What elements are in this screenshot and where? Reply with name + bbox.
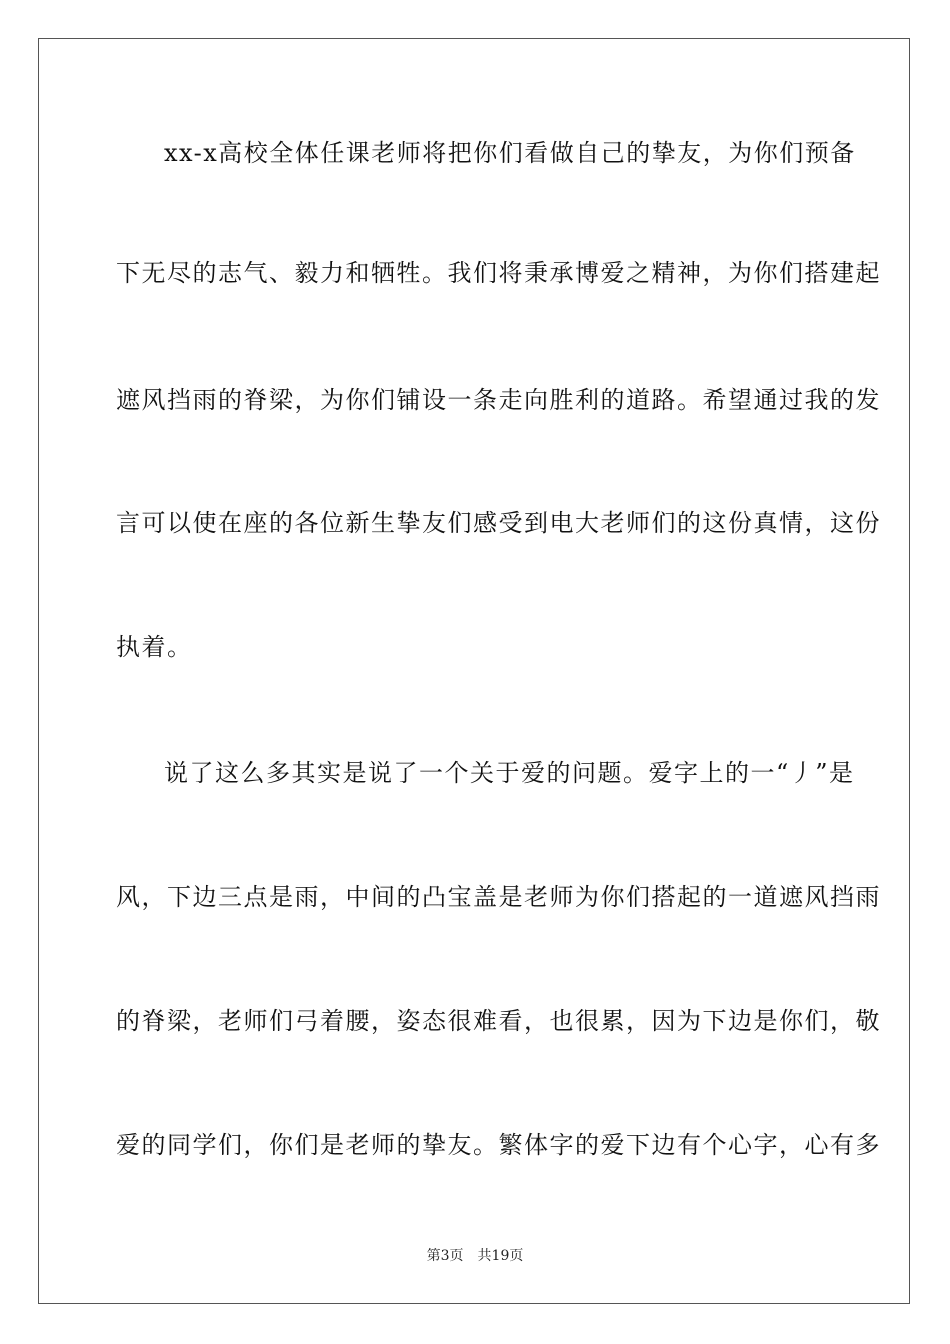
paragraph-1-line-3: 遮风挡雨的脊梁，为你们铺设一条走向胜利的道路。希望通过我的发: [116, 386, 881, 414]
paragraph-1-line-1: xx-x高校全体任课老师将把你们看做自己的挚友，为你们预备: [164, 139, 856, 167]
page-number: 第3页: [426, 1248, 464, 1264]
paragraph-1-line-4: 言可以使在座的各位新生挚友们感受到电大老师们的这份真情，这份: [116, 509, 881, 537]
paragraph-1-line-5: 执着。: [116, 633, 193, 661]
page-border: [38, 38, 910, 1304]
paragraph-1-line-2: 下无尽的志气、毅力和牺牲。我们将秉承博爱之精神，为你们搭建起: [116, 259, 881, 287]
paragraph-2-line-4: 爱的同学们，你们是老师的挚友。繁体字的爱下边有个心字，心有多: [116, 1131, 881, 1159]
page-footer: [0, 1247, 950, 1265]
paragraph-2-line-1: 说了这么多其实是说了一个关于爱的问题。爱字上的一“丿”是: [164, 759, 855, 787]
paragraph-2-line-2: 风，下边三点是雨，中间的凸宝盖是老师为你们搭起的一道遮风挡雨: [116, 883, 881, 911]
page-total: 共19页: [477, 1248, 524, 1264]
paragraph-2-line-3: 的脊梁，老师们弓着腰，姿态很难看，也很累，因为下边是你们，敬: [116, 1007, 881, 1035]
